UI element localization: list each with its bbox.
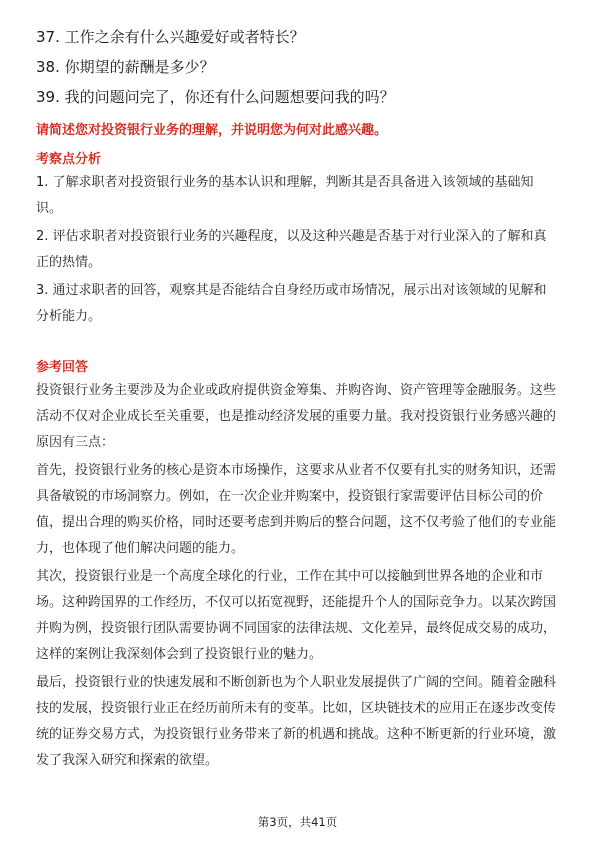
page-number: 第3页，共41页 xyxy=(257,815,338,829)
analysis-section xyxy=(36,150,558,330)
analysis-item-3: 3. 通过求职者的回答，观察其是否能结合自身经历或市场情况，展示出对该领域的见解和分析能力。 xyxy=(36,283,547,324)
interview-prompt: 请简述您对投资银行业务的理解，并说明您为何对此感兴趣。 xyxy=(36,123,388,138)
answer-paragraph-1: 投资银行业务主要涉及为企业或政府提供资金筹集、并购咨询、资产管理等金融服务。这些活动不仅对企业成长至关重要，也是推动经济发展的重要力量。我对投资银行业务感兴趣的原因有三点： xyxy=(36,383,557,450)
answer-title: 参考回答 xyxy=(36,360,89,375)
answer-paragraph-2: 首先，投资银行业务的核心是资本市场操作，这要求从业者不仅要有扎实的财务知识，还需具备敏锐的市场洞察力。例如，在一次企业并购案中，投资银行家需要评估目标公司的价值，提出合理的购买价格，同时还要考虑到并购后的整合问题，这不仅考验了他们的专业能力，也体现了他们解决问题的能力。 xyxy=(36,463,557,556)
answer-paragraph-4: 最后，投资银行业的快速发展和不断创新也为个人职业发展提供了广阔的空间。随着金融科技的发展，投资银行业正在经历前所未有的变革。比如，区块链技术的应用正在逐步改变传统的证券交易方式，为投资银行业务带来了新的机遇和挑战。这种不断更新的行业环境，激发了我深入研究和探索的欲望。 xyxy=(36,675,557,768)
question-list xyxy=(36,22,576,112)
answer-paragraph-3: 其次，投资银行业是一个高度全球化的行业，工作在其中可以接触到世界各地的企业和市场。这种跨国界的工作经历，不仅可以拓宽视野，还能提升个人的国际竞争力。以某次跨国并购为例，投资银行团队需要协调不同国家的法律法规、文化差异，最终促成交易的成功，这样的案例让我深刻体会到了投资银行业的魅力。 xyxy=(36,569,557,662)
question-39: 39. 我的问题问完了，你还有什么问题想要问我的吗？ xyxy=(36,88,395,106)
analysis-item-2: 2. 评估求职者对投资银行业务的兴趣程度，以及这种兴趣是否基于对行业深入的了解和真正的热情。 xyxy=(36,229,547,270)
analysis-title: 考察点分析 xyxy=(36,152,102,167)
analysis-item-1: 1. 了解求职者对投资银行业务的基本认识和理解，判断其是否具备进入该领域的基础知识。 xyxy=(36,175,534,216)
question-38: 38. 你期望的薪酬是多少？ xyxy=(36,58,215,76)
answer-section xyxy=(36,358,558,774)
question-37: 37. 工作之余有什么兴趣爱好或者特长？ xyxy=(36,28,305,46)
